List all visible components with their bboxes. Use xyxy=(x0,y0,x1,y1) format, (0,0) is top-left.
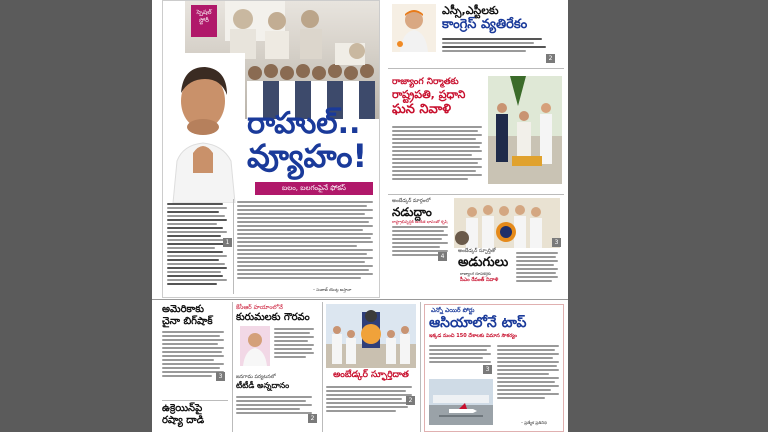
story1-headline xyxy=(442,4,562,32)
lead-subhead: బలం, బలగంపైనే ఫోకస్ xyxy=(255,182,373,195)
lead-page-number: 1 xyxy=(223,238,232,247)
story1 xyxy=(388,0,564,66)
story4-page-number: 3 xyxy=(552,238,561,247)
story9-headline-line-1: ఉక్రెయిన్‌పై xyxy=(162,403,203,414)
lead-byline: – సుజాత్ యొట్ల అస్తానా xyxy=(313,287,352,292)
lead-headline-line-1: రాహుల్.. xyxy=(247,106,361,141)
story5-headline-line-1: అమెరికాకు xyxy=(162,304,204,315)
ktr-photo xyxy=(240,326,270,366)
story6-headline: కురుమలకు గౌరవం xyxy=(236,312,310,323)
story4-headline: అడుగులు xyxy=(458,255,509,270)
story2-body xyxy=(392,124,484,182)
story7 xyxy=(326,304,416,428)
story8-byline: – ప్రత్యేక ప్రతినిధి xyxy=(521,420,548,425)
story3-sub: రాష్ట్రాభివృద్ధికి అంకిత భావంతో కృషి xyxy=(392,219,448,224)
lead-story xyxy=(162,0,380,298)
president-pm-photo xyxy=(488,76,562,184)
story2-headline-line-3: ఘన నివాళి xyxy=(392,102,452,117)
ambedkar-statue-photo xyxy=(326,304,416,368)
story8-page-number: 3 xyxy=(483,365,492,374)
badge-line-2: స్టోరీ xyxy=(199,17,209,24)
story9 xyxy=(162,403,228,427)
lead-portrait-photo xyxy=(163,53,245,203)
story5-page-number: 3 xyxy=(216,372,225,381)
story4-sub2: సీఎం రేవంత్ నివాళి xyxy=(460,277,499,283)
lead-headline xyxy=(247,106,381,175)
story3 xyxy=(388,198,452,294)
story5 xyxy=(162,304,228,400)
story6 xyxy=(236,304,318,432)
story4 xyxy=(454,198,564,294)
revanth-tribute-photo xyxy=(454,198,560,248)
story2-headline-line-1: రాజ్యాంగ నిర్మాతకు xyxy=(392,77,459,87)
story3-headline: నడుద్దాం xyxy=(392,205,432,219)
story4-kicker: అంబేడ్కర్ స్ఫూర్తితో xyxy=(458,248,496,254)
story7-caption: అంబేడ్కర్ స్ఫూర్తిదాత xyxy=(333,370,409,380)
story8-headline: ఆసియాలోనే టాప్ xyxy=(429,315,527,331)
newspaper-page xyxy=(152,0,568,432)
story5-headline-line-2: చైనా బిగ్‌షాక్ xyxy=(162,316,213,327)
story4-body xyxy=(516,250,560,284)
story8-sub: ఇక్కడ నుంచి 150 దేశాలకు విమాన సౌకర్యం xyxy=(429,333,517,339)
modi-photo xyxy=(392,4,436,52)
story6-kicker2: జనగామ పర్యటనలో xyxy=(236,374,276,380)
story6-kicker: కేసీఆర్ హయాంలోనే xyxy=(236,304,283,311)
badge-line-1: స్పెషల్ xyxy=(196,9,212,16)
story2 xyxy=(388,72,564,192)
story2-headline xyxy=(392,76,488,118)
story1-headline-line-2: కాంగ్రెస్ వ్యతిరేకం xyxy=(442,17,528,32)
lead-headline-line-2: వ్యూహం! xyxy=(247,137,368,175)
lead-body-text xyxy=(237,199,375,281)
story1-bullets xyxy=(442,36,552,54)
story2-headline-line-2: రాష్ట్రపతి, ప్రధాని xyxy=(392,88,466,101)
story6-headline2: టీటీడీ అన్నదానం xyxy=(236,381,290,390)
airport-photo xyxy=(429,379,493,425)
special-story-badge xyxy=(191,5,217,37)
story9-headline-line-2: రష్యా దాడి xyxy=(162,415,205,426)
lead-bullets xyxy=(167,201,231,287)
story4-sub1: రాజ్యాంగ రూపకర్తకు xyxy=(460,271,492,276)
story3-kicker: అంబేడ్కర్ మార్గంలో xyxy=(392,198,431,204)
story6-page-number: 2 xyxy=(308,414,317,423)
story8-kicker: ఎన్నో ఎయిర్ పోర్టు xyxy=(431,307,475,314)
story1-page-number: 2 xyxy=(546,54,555,63)
story7-page-number: 2 xyxy=(406,396,415,405)
story8 xyxy=(424,304,564,432)
story3-page-number: 4 xyxy=(438,252,447,261)
story1-headline-line-1: ఎస్సీ,ఎస్టీలకు xyxy=(442,4,499,17)
